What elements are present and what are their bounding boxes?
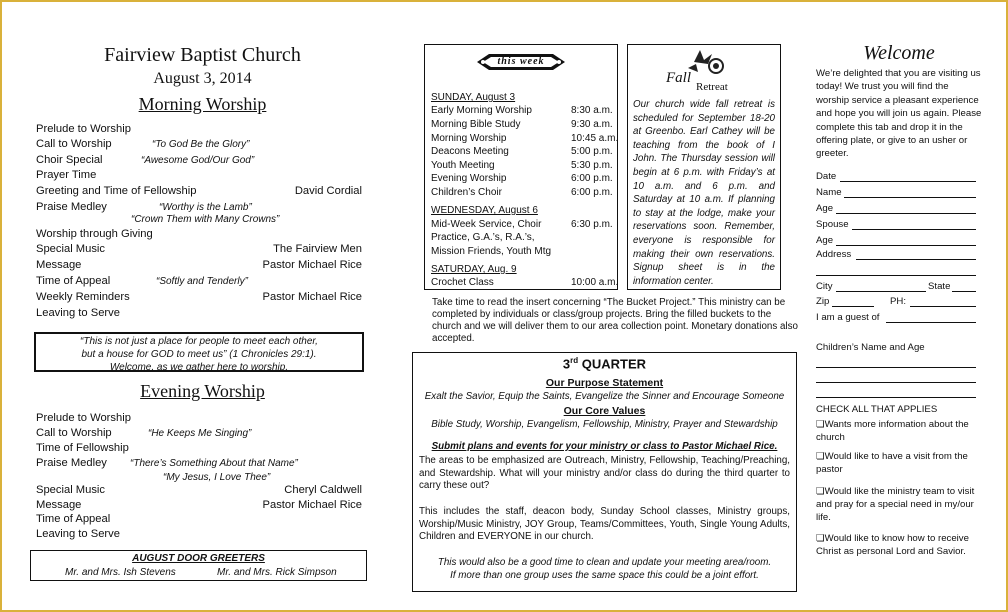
quote-line: “This is not just a place for people to meet each other, [80,336,318,347]
quarter-title: 3rd QUARTER [562,356,647,372]
program-item: Call to Worship [36,138,112,150]
this-week-logo-text: this week [497,56,545,67]
schedule-row: Mission Friends, Youth Mtg [431,246,552,257]
song-title: “My Jesus, I Love Thee” [163,472,271,483]
purpose-statement: Exalt the Savior, Equip the Saints, Evangelize the Sinner and Encourage Someone [424,391,785,402]
program-item: Time of Appeal [36,513,111,525]
children-field-2[interactable] [816,382,976,383]
core-values-heading: Our Core Values [563,405,646,417]
song-title: “Crown Them with Many Crowns” [131,214,280,225]
date-field[interactable] [840,181,976,182]
wednesday-header: WEDNESDAY, August 6 [431,205,538,216]
leaves-icon [686,48,730,76]
third-quarter-box [412,352,797,592]
city-field[interactable] [836,291,926,292]
this-week-logo [477,51,565,73]
bucket-project-note: Take time to read the insert concerning “The Bucket Project.” This ministry can be completed by individuals or class/group projects. Bring the filled buckets to the church and we will deliver them to our area collection point. Monetary donations also accepted. [432,297,798,344]
zip-field[interactable] [832,306,874,307]
purpose-heading: Our Purpose Statement [545,377,664,389]
schedule-row: Practice, G.A.’s, R.A.’s, [431,232,535,243]
schedule-row: Morning Bible Study 9:30 a.m. [431,119,613,130]
quote-line: but a house for GOD to meet us” (1 Chronicles 29:1). [81,349,317,360]
check-heading: CHECK ALL THAT APPLIES [816,404,938,415]
name-field[interactable] [844,197,976,198]
program-item: Special Music [36,243,106,255]
schedule-row: Evening Worship 6:00 p.m. [431,173,613,184]
spouse-field[interactable] [852,229,976,230]
service-date: August 3, 2014 [153,70,252,87]
program-item: Weekly Reminders [36,291,130,303]
program-item: Call to Worship [36,427,112,439]
retreat-logo-word2: Retreat [696,81,728,93]
program-person: Pastor Michael Rice [262,291,362,303]
quarter-paragraph: This includes the staff, deacon body, Sunday School classes, Ministry groups, Worship/Music Ministry, JOY Group, Teams/Committees, Youth, Single Young Adults, Children and EVERYONE in our church. [419,506,790,542]
song-title: “Awesome God/Our God” [141,155,255,166]
field-label: Spouse [816,219,849,230]
fall-retreat-box [627,44,781,290]
children-field-1[interactable] [816,367,976,368]
evening-worship-title: Evening Worship [140,381,265,401]
program-item: Message [36,499,82,511]
program-person: Cheryl Caldwell [284,484,362,496]
program-person: David Cordial [294,185,362,197]
song-title: “Softly and Tenderly” [156,276,248,287]
program-item: Choir Special [36,154,103,166]
program-item: Message [36,259,82,271]
checkbox-option[interactable]: ❏Would like to know how to receive Christ as personal Lord and Savior. [816,533,969,557]
state-field[interactable] [952,291,976,292]
program-item: Prelude to Worship [36,412,131,424]
field-label: State [928,281,951,292]
age-field[interactable] [836,213,976,214]
core-values: Bible Study, Worship, Evangelism, Fellowship, Ministry, Prayer and Stewardship [431,419,778,430]
field-label: Date [816,171,837,182]
program-item: Praise Medley [36,457,107,469]
weekly-schedule-box [424,44,618,290]
program-item: Greeting and Time of Fellowship [36,185,197,197]
field-label: Children’s Name and Age [816,342,925,353]
quarter-paragraph: The areas to be emphasized are Outreach, Ministry, Fellowship, Teaching/Preaching, and Stewardship. What will your ministry and/or class do during the third quarter to carry these out? [419,455,790,491]
program-item: Time of Fellowship [36,442,129,454]
song-title: “To God Be the Glory” [152,139,250,150]
schedule-row: Early Morning Worship 8:30 a.m. [431,105,613,116]
door-greeters-title: AUGUST DOOR GREETERS [132,553,265,564]
checkbox-icon[interactable]: ❏ [816,419,825,430]
checkbox-option[interactable]: ❏Would like the ministry team to visit and pray for a special need in my/our life. [816,486,975,523]
schedule-row: Youth Meeting 5:30 p.m. [431,160,613,171]
field-label: Zip [816,296,830,307]
phone-field[interactable] [910,306,976,307]
welcome-text: We’re delighted that you are visiting us today! We trust you will find the worship service a pleasant experience and hope you will join us again. Please complete this tab and drop it in the offering plate, or give to an usher or greeter. [816,68,982,160]
program-item: Leaving to Serve [36,528,120,540]
schedule-row: Morning Worship 10:45 a.m. [431,133,619,144]
saturday-header: SATURDAY, Aug. 9 [431,264,517,275]
song-title: “He Keeps Me Singing” [148,428,252,439]
field-label: PH: [890,296,906,307]
spouse-age-field[interactable] [836,245,976,246]
welcome-quote-box [34,332,364,372]
quarter-closing: This would also be a good time to clean and update your meeting area/room. [437,557,772,568]
checkbox-icon[interactable]: ❏ [816,486,825,497]
program-item: Prayer Time [36,169,97,181]
door-greeter-right: Mr. and Mrs. Rick Simpson [217,567,337,578]
program-item: Time of Appeal [36,275,111,287]
address-field[interactable] [856,259,976,260]
welcome-title: Welcome [863,42,935,64]
song-title: “There’s Something About that Name” [130,458,298,469]
program-item: Praise Medley [36,201,107,213]
address-field-2[interactable] [816,275,976,276]
program-person: The Fairview Men [273,243,362,255]
schedule-row: Children’s Choir 6:00 p.m. [431,187,613,198]
field-label: I am a guest of [816,312,880,323]
checkbox-icon[interactable]: ❏ [816,533,825,544]
quarter-closing: If more than one group uses the same space this could be a joint effort. [450,570,759,581]
checkbox-option[interactable]: ❏Wants more information about the church [816,419,969,443]
retreat-description: Our church wide fall retreat is scheduled for September 18-20 at Greenbo. Earl Cathey will be teaching from the book of I John. The Thursday session will begin at 6 p.m. with Friday’s at 10 a.m. and 6 p.m. and Saturday at 10 a.m. If planning to stay at the lodge, make your reservations soon. Remember, everyone is responsible for making their own reservations. Signup sheet is in the information center. [633,99,775,287]
guest-of-field[interactable] [886,322,976,323]
program-item: Special Music [36,484,106,496]
door-greeter-left: Mr. and Mrs. Ish Stevens [65,567,176,578]
field-label: City [816,281,833,292]
submit-plans: Submit plans and events for your ministry or class to Pastor Michael Rice. [431,441,778,452]
schedule-row: Crochet Class 10:00 a.m. [431,277,619,288]
program-item: Worship through Giving [36,228,153,240]
checkbox-icon[interactable]: ❏ [816,451,825,462]
song-title: “Worthy is the Lamb” [159,202,252,213]
program-person: Pastor Michael Rice [262,259,362,271]
field-label: Age [816,235,834,246]
morning-worship-title: Morning Worship [138,94,267,114]
quote-line: Welcome, as we gather here to worship. [109,362,289,373]
program-person: Pastor Michael Rice [262,499,362,511]
field-label: Name [816,187,842,198]
sunday-header: SUNDAY, August 3 [431,92,516,103]
retreat-logo-word1: Fall [666,70,691,86]
children-field-3[interactable] [816,397,976,398]
schedule-row: Deacons Meeting 5:00 p.m. [431,146,613,157]
field-label: Age [816,203,834,214]
field-label: Address [816,249,852,260]
church-name: Fairview Baptist Church [104,44,301,66]
door-greeters-box [30,550,367,581]
checkbox-option[interactable]: ❏Would like to have a visit from the pastor [816,451,968,475]
program-item: Prelude to Worship [36,123,131,135]
schedule-row: Mid-Week Service, Choir 6:30 p.m. [431,219,613,230]
program-item: Leaving to Serve [36,307,120,319]
